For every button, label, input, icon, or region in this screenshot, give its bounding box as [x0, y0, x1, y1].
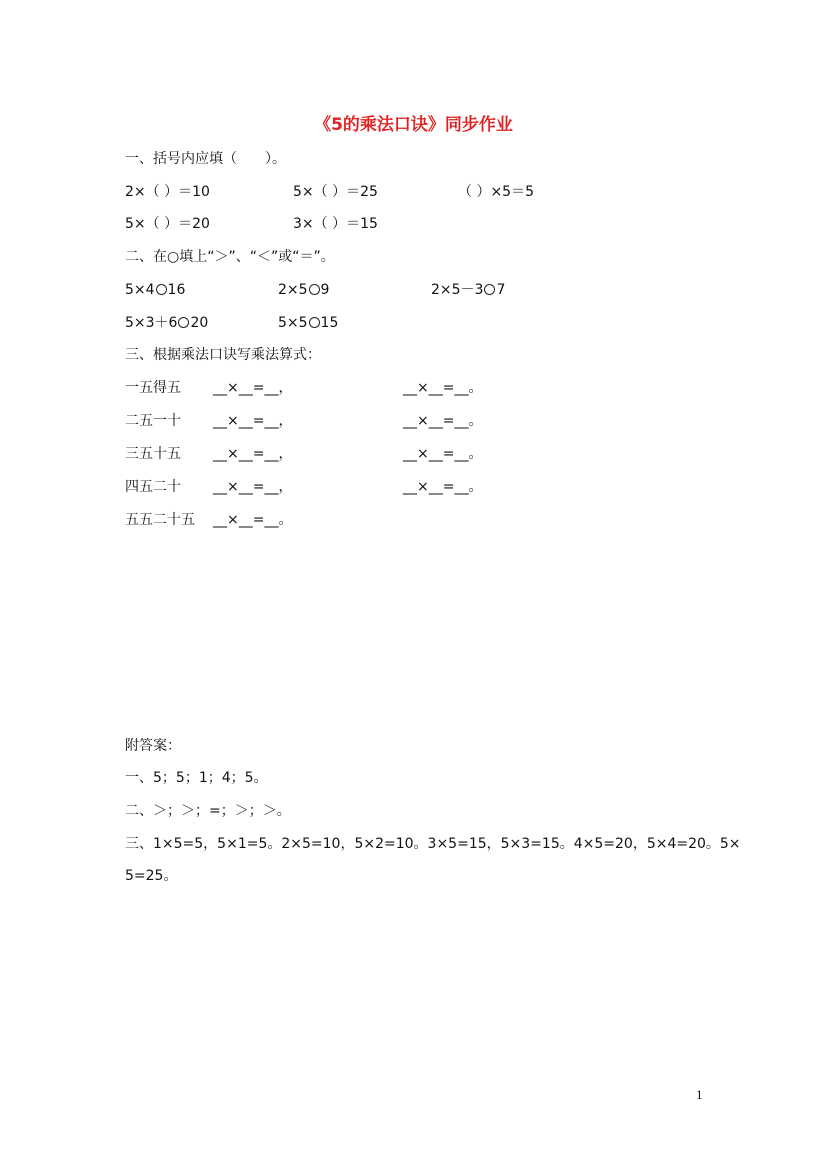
page-title: 《5的乘法口诀》同步作业: [314, 115, 513, 135]
equation-blank: __×__=__。: [403, 413, 483, 429]
compare-left: 5×5: [278, 315, 308, 331]
compare-left: 5×4: [125, 282, 155, 298]
rhyme-phrase: 三五十五: [125, 446, 181, 462]
equation-blank: __×__=__。: [403, 380, 483, 396]
equation-blank: __×__=__，: [213, 479, 293, 495]
compare-right: 7: [496, 282, 506, 298]
compare-right: 16: [167, 282, 186, 298]
section1-item: （ ）×5＝5: [458, 184, 534, 200]
compare-right: 20: [190, 315, 209, 331]
answer-line: 5=25。: [125, 868, 178, 884]
compare-left: 2×5: [278, 282, 308, 298]
compare-item: [278, 314, 338, 332]
equation-blank: __×__=__。: [213, 512, 293, 528]
circle-blank-icon: [309, 317, 320, 328]
equation-blank: __×__=__，: [213, 446, 293, 462]
answers-heading: 附答案：: [125, 738, 181, 754]
equation-blank: __×__=__，: [213, 413, 293, 429]
page-number: 1: [696, 1087, 703, 1102]
section1-item: 2×（ ）＝10: [125, 184, 210, 200]
answer-line: 一、5；5；1；4；5。: [125, 770, 268, 786]
answer-line: 二、＞；＞；=；＞；＞。: [125, 803, 291, 819]
circle-blank-icon: [178, 317, 189, 328]
compare-right: 9: [320, 282, 330, 298]
equation-blank: __×__=__，: [213, 380, 293, 396]
compare-item: [125, 281, 185, 299]
equation-blank: __×__=__。: [403, 446, 483, 462]
section3-heading: 三、根据乘法口诀写乘法算式：: [125, 347, 321, 363]
section1-item: 5×（ ）＝25: [293, 184, 378, 200]
compare-item: [125, 314, 208, 332]
equation-blank: __×__=__。: [403, 479, 483, 495]
compare-item: [431, 281, 505, 299]
section1-item: 5×（ ）＝20: [125, 216, 210, 232]
circle-blank-icon: [156, 284, 167, 295]
compare-right: 15: [320, 315, 339, 331]
rhyme-phrase: 二五一十: [125, 413, 181, 429]
compare-item: [278, 281, 329, 299]
section1-heading: 一、括号内应填（ ）。: [125, 151, 286, 167]
circle-blank-icon: [484, 284, 495, 295]
section2-heading: 二、在○填上“＞”、“＜”或“＝”。: [125, 249, 335, 265]
compare-left: 5×3＋6: [125, 315, 178, 331]
rhyme-phrase: 四五二十: [125, 479, 181, 495]
circle-blank-icon: [309, 284, 320, 295]
section1-item: 3×（ ）＝15: [293, 216, 378, 232]
compare-left: 2×5－3: [431, 282, 484, 298]
answer-line: 三、1×5=5，5×1=5。2×5=10，5×2=10。3×5=15，5×3=15。4×5=20，5×4=20。5×: [125, 836, 741, 852]
rhyme-phrase: 五五二十五: [125, 512, 195, 528]
rhyme-phrase: 一五得五: [125, 380, 181, 396]
